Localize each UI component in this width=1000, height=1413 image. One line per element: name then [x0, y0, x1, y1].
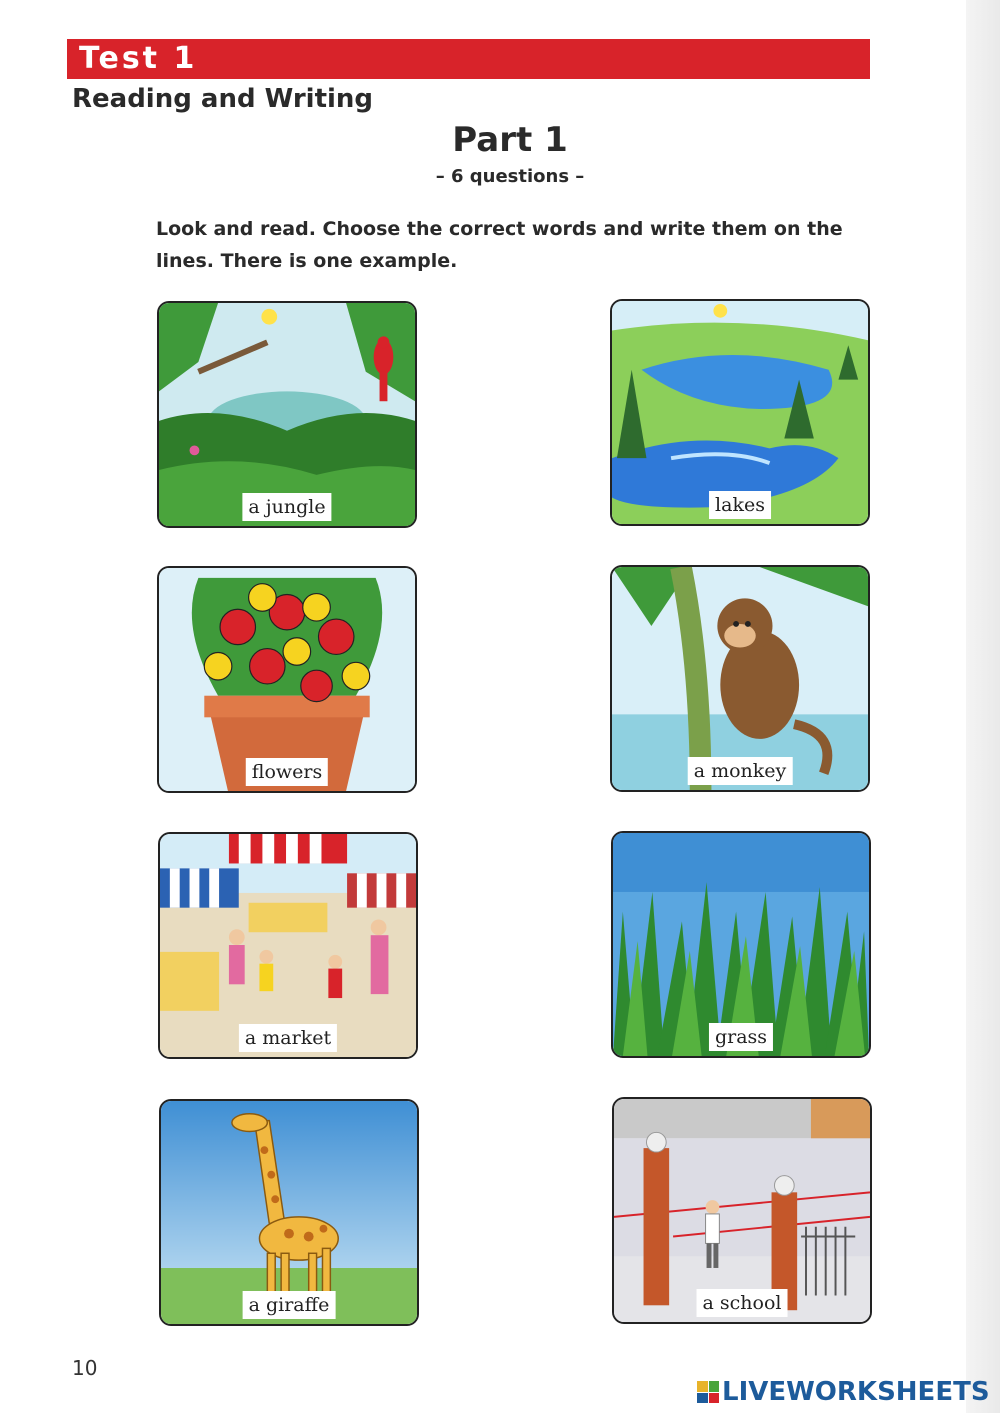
instructions: Look and read. Choose the correct words and write them on the lines. There is one example.: [156, 218, 843, 272]
card-giraffe: [159, 1099, 419, 1326]
card-label: flowers: [246, 758, 328, 786]
card-label: a monkey: [688, 757, 793, 785]
card-label: a jungle: [242, 493, 331, 521]
card-market: [158, 832, 418, 1059]
card-monkey: [610, 565, 870, 792]
page-number: 10: [72, 1356, 98, 1380]
card-jungle: [157, 301, 417, 528]
brand-name: LIVEWORKSHEETS: [722, 1377, 990, 1407]
card-label: a market: [239, 1024, 337, 1052]
page-edge: [966, 0, 1000, 1413]
card-label: grass: [709, 1023, 773, 1051]
test-label: Test 1: [79, 41, 198, 76]
question-count: – 6 questions –: [435, 166, 585, 187]
card-label: a school: [697, 1289, 788, 1317]
card-school: [612, 1097, 872, 1324]
part-title: Part 1: [452, 120, 568, 160]
card-lakes: [610, 299, 870, 526]
card-grass: [611, 831, 871, 1058]
liveworksheets-logo: [697, 1376, 990, 1408]
test-banner: [67, 39, 870, 79]
liveworksheets-icon: [697, 1381, 719, 1403]
card-label: lakes: [709, 491, 771, 519]
card-flowers: [157, 566, 417, 793]
section-title: Reading and Writing: [72, 84, 374, 114]
card-label: a giraffe: [243, 1291, 336, 1319]
